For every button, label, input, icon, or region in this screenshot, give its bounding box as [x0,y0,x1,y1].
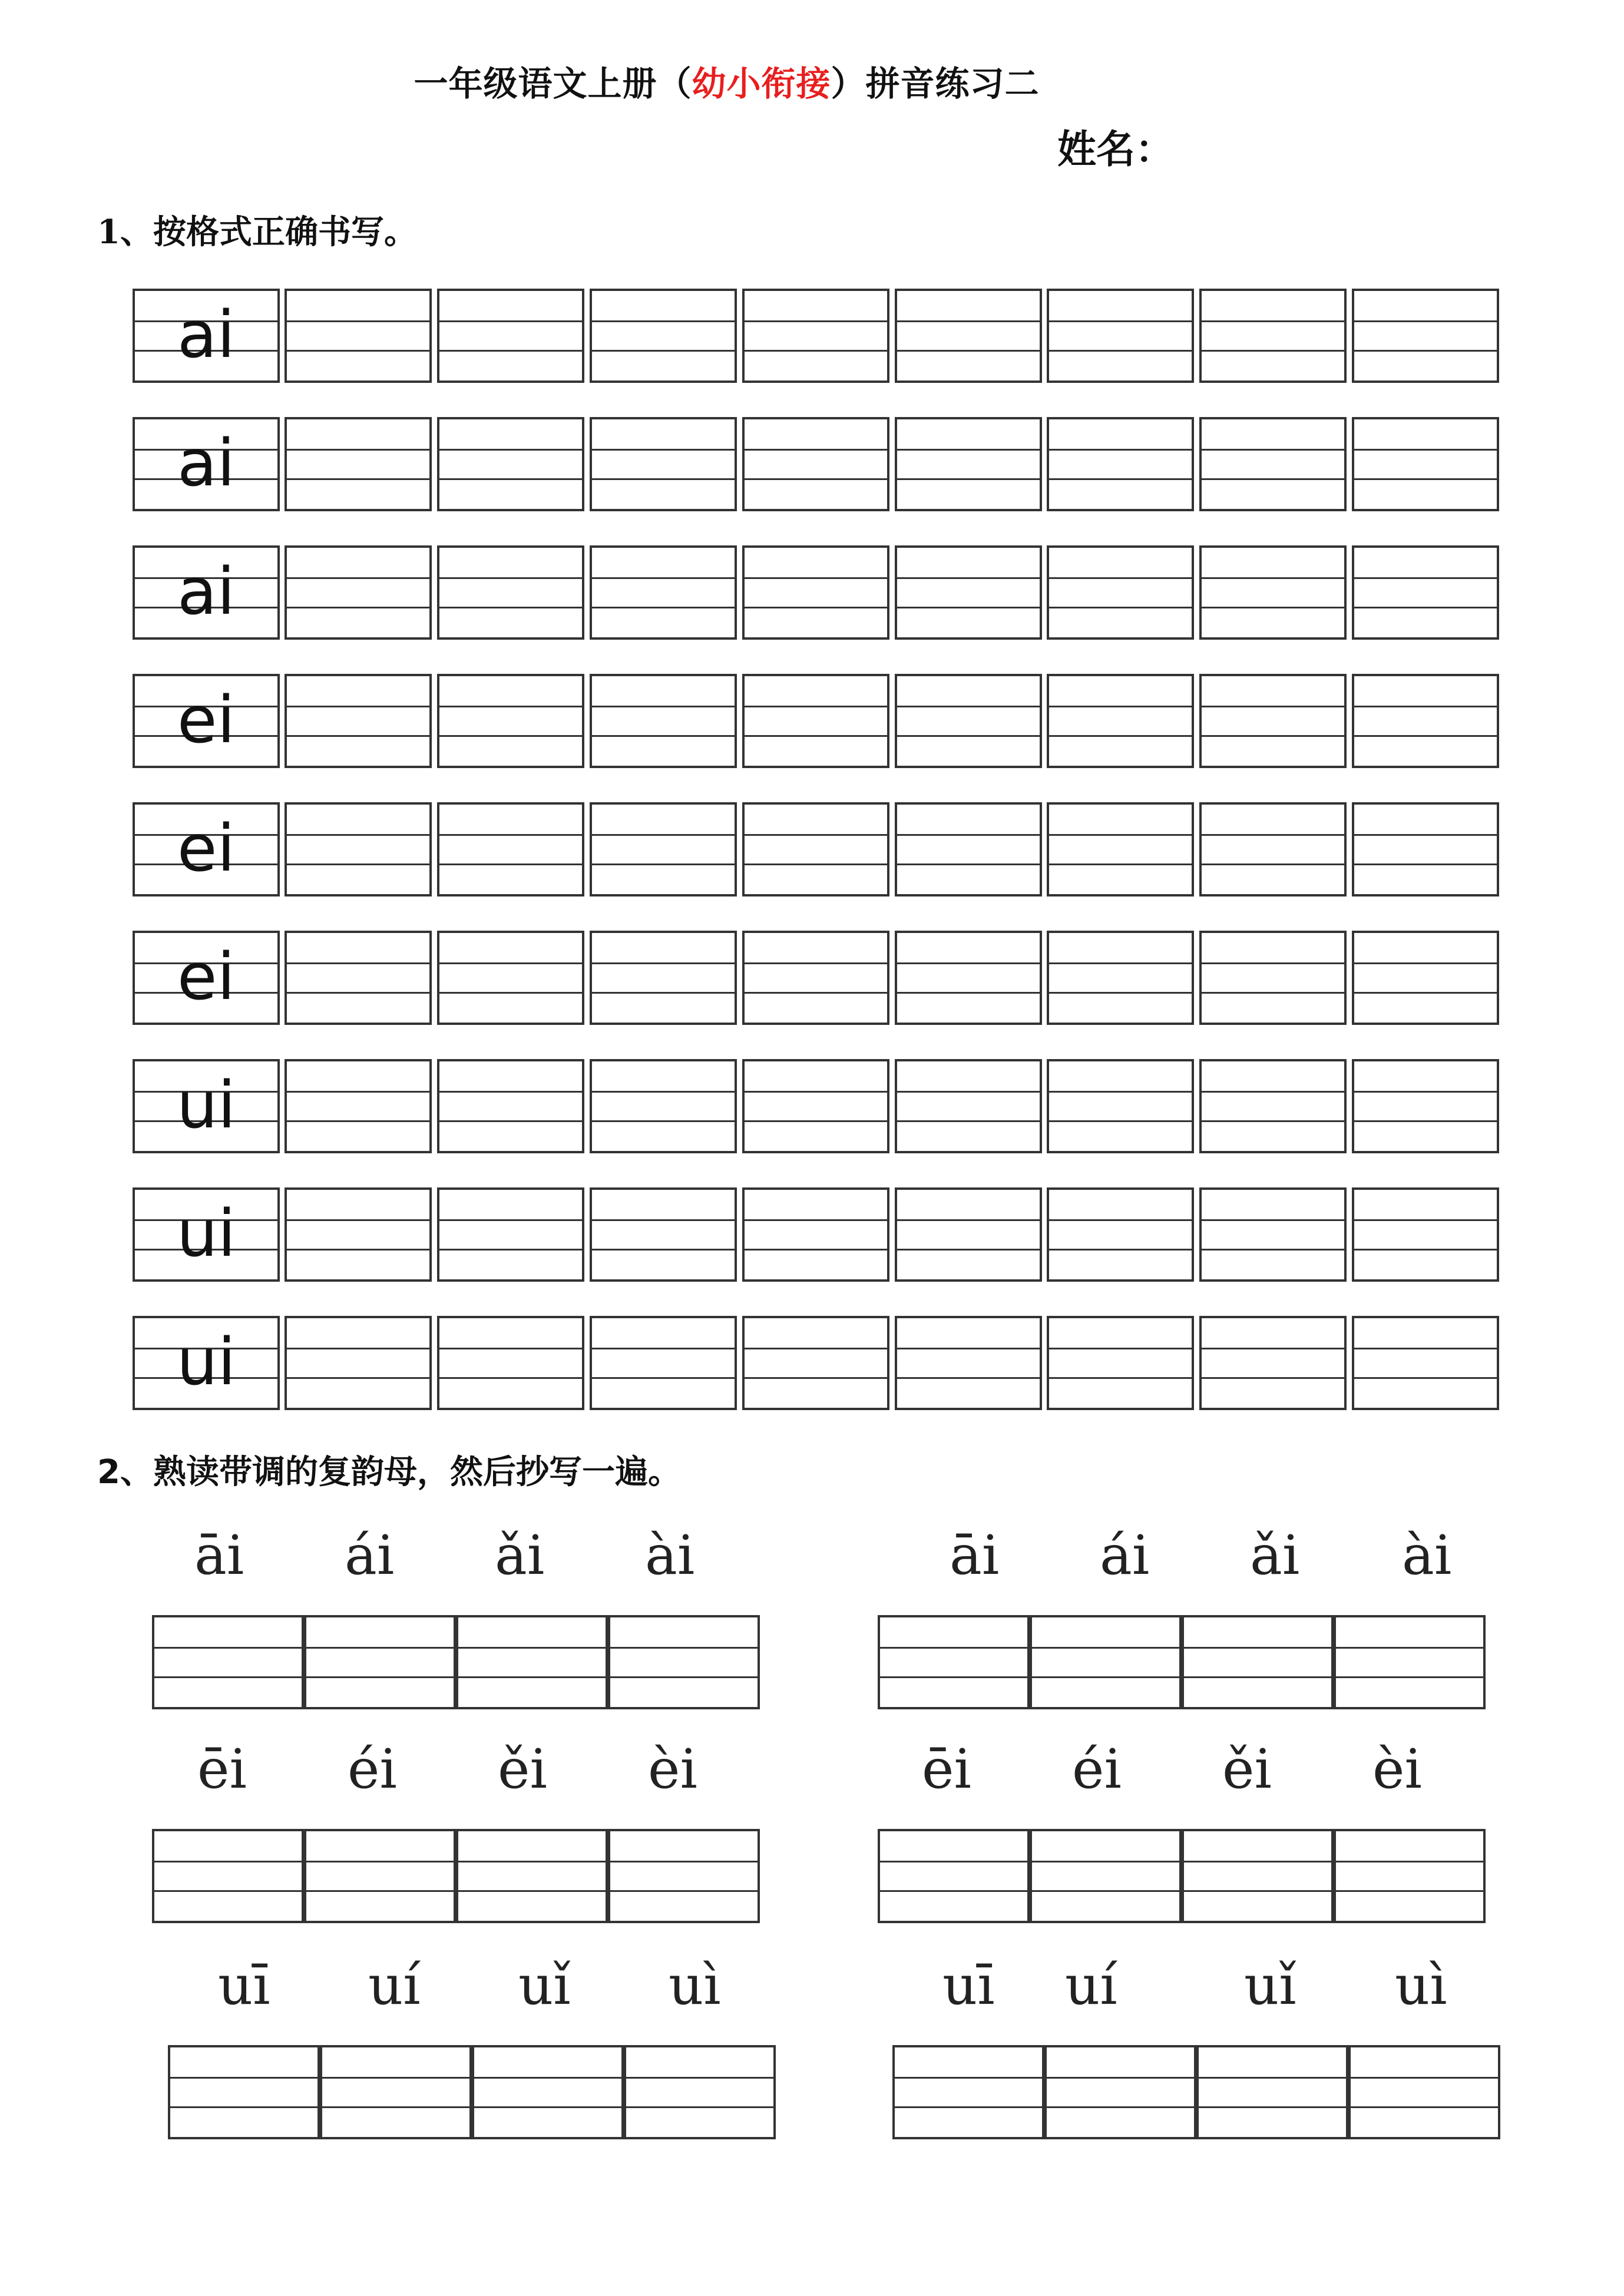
practice-cell[interactable] [742,1187,889,1282]
practice-cell[interactable] [285,289,432,383]
practice-cell[interactable] [1352,1059,1499,1153]
practice-cell[interactable] [285,802,432,896]
practice-cell[interactable] [1352,931,1499,1025]
copy-practice-cell[interactable] [1030,1829,1182,1923]
copy-practice-cell[interactable] [304,1615,456,1709]
section2-title: 2、熟读带调的复韵母，然后抄写一遍。 [97,1453,681,1491]
practice-cell[interactable] [895,802,1042,896]
practice-cell[interactable] [1047,545,1194,640]
practice-cell[interactable] [742,802,889,896]
model-cell [133,417,280,511]
practice-cell[interactable] [590,674,737,768]
practice-cell[interactable] [437,545,584,640]
model-cell [133,545,280,640]
title-before: 一年级语文上册（ [414,64,692,104]
practice-cell[interactable] [895,674,1042,768]
title-highlight: 幼小衔接 [692,64,831,104]
practice-cell[interactable] [1199,1059,1347,1153]
practice-cell[interactable] [1199,1316,1347,1410]
tone-syllable-label: ài [1402,1524,1452,1587]
practice-cell[interactable] [1199,417,1347,511]
copy-practice-cell[interactable] [472,2045,624,2139]
practice-cell[interactable] [742,545,889,640]
copy-practice-cell[interactable] [608,1829,760,1923]
pinyin-model-label: ei [177,681,236,757]
practice-cell[interactable] [895,289,1042,383]
practice-cell[interactable] [285,1316,432,1410]
practice-cell[interactable] [590,289,737,383]
copy-practice-cell[interactable] [456,1829,608,1923]
tone-syllable-label: uì [669,1954,721,2017]
practice-cell[interactable] [285,1187,432,1282]
practice-cell[interactable] [1352,1316,1499,1410]
practice-cell[interactable] [437,1059,584,1153]
tone-syllable-label: ěi [498,1738,547,1801]
tone-syllable-label: uì [1395,1954,1447,2017]
tone-syllable-label: uí [1065,1954,1117,2017]
practice-cell[interactable] [1047,1316,1194,1410]
copy-practice-cell[interactable] [1334,1615,1486,1709]
copy-practice-cell[interactable] [1348,2045,1500,2139]
practice-cell[interactable] [437,931,584,1025]
pinyin-model-label: ai [177,553,235,629]
practice-cell[interactable] [285,545,432,640]
pinyin-model-label: ai [177,425,235,501]
copy-practice-cell[interactable] [1182,1829,1334,1923]
practice-cell[interactable] [437,289,584,383]
practice-cell[interactable] [895,1059,1042,1153]
practice-cell[interactable] [437,674,584,768]
tone-syllable-label: ǎi [1250,1524,1300,1587]
model-cell [133,802,280,896]
tone-syllable-label: uī [942,1954,995,2017]
tone-syllable-label: ǎi [495,1524,545,1587]
section1-title: 1、按格式正确书写。 [97,213,417,252]
practice-cell[interactable] [1047,931,1194,1025]
tone-syllable-label: ěi [1222,1738,1272,1801]
practice-cell[interactable] [590,417,737,511]
copy-practice-cell[interactable] [1196,2045,1348,2139]
practice-cell[interactable] [1047,674,1194,768]
practice-cell[interactable] [895,931,1042,1025]
tone-syllable-label: uǐ [1244,1954,1296,2017]
model-cell [133,674,280,768]
model-cell [133,1316,280,1410]
practice-cell[interactable] [742,417,889,511]
pinyin-model-label: ui [176,1195,236,1271]
practice-cell[interactable] [1199,289,1347,383]
practice-cell[interactable] [1047,802,1194,896]
copy-practice-cell[interactable] [1182,1615,1334,1709]
practice-cell[interactable] [1199,931,1347,1025]
practice-cell[interactable] [742,674,889,768]
practice-cell[interactable] [1352,1187,1499,1282]
practice-cell[interactable] [895,1316,1042,1410]
tone-syllable-label: ái [1100,1524,1150,1587]
tone-syllable-label: āi [194,1524,244,1587]
pinyin-model-label: ei [177,938,236,1014]
practice-cell[interactable] [590,1316,737,1410]
copy-practice-cell[interactable] [608,1615,760,1709]
tone-syllable-label: ēi [197,1738,247,1801]
copy-practice-cell[interactable] [320,2045,472,2139]
practice-cell[interactable] [1199,802,1347,896]
tone-syllable-label: èi [1372,1738,1422,1801]
model-cell [133,289,280,383]
copy-practice-cell[interactable] [878,1615,1030,1709]
practice-cell[interactable] [590,1187,737,1282]
practice-cell[interactable] [895,545,1042,640]
copy-practice-cell[interactable] [304,1829,456,1923]
practice-cell[interactable] [742,289,889,383]
tone-syllable-label: āi [950,1524,1000,1587]
title-after: ）拼音练习二 [831,64,1040,104]
practice-cell[interactable] [1352,802,1499,896]
practice-cell[interactable] [1047,1059,1194,1153]
copy-practice-cell[interactable] [152,1829,304,1923]
practice-cell[interactable] [1199,545,1347,640]
pinyin-model-label: ui [176,1067,236,1143]
copy-practice-cell[interactable] [624,2045,776,2139]
practice-cell[interactable] [1352,674,1499,768]
copy-practice-cell[interactable] [168,2045,320,2139]
practice-cell[interactable] [1199,674,1347,768]
practice-cell[interactable] [285,417,432,511]
name-label: 姓名： [1057,127,1174,172]
copy-practice-cell[interactable] [878,1829,1030,1923]
tone-syllable-label: éi [1072,1738,1122,1801]
model-cell [133,1059,280,1153]
tone-syllable-label: éi [348,1738,397,1801]
practice-cell[interactable] [437,802,584,896]
practice-cell[interactable] [1047,1187,1194,1282]
practice-cell[interactable] [895,417,1042,511]
copy-practice-cell[interactable] [1044,2045,1196,2139]
pinyin-model-label: ei [177,810,236,886]
practice-cell[interactable] [742,1059,889,1153]
practice-cell[interactable] [590,802,737,896]
pinyin-model-label: ui [176,1324,236,1400]
tone-syllable-label: ái [345,1524,395,1587]
practice-cell[interactable] [437,1316,584,1410]
practice-cell[interactable] [285,674,432,768]
tone-syllable-label: ài [645,1524,695,1587]
practice-cell[interactable] [1352,545,1499,640]
tone-syllable-label: ēi [922,1738,971,1801]
practice-cell[interactable] [437,417,584,511]
practice-cell[interactable] [1352,289,1499,383]
tone-syllable-label: uī [218,1954,270,2017]
tone-syllable-label: uí [368,1954,421,2017]
copy-practice-cell[interactable] [456,1615,608,1709]
practice-cell[interactable] [590,1059,737,1153]
copy-practice-cell[interactable] [892,2045,1044,2139]
copy-practice-cell[interactable] [152,1615,304,1709]
practice-cell[interactable] [742,1316,889,1410]
practice-cell[interactable] [1047,417,1194,511]
practice-cell[interactable] [1352,417,1499,511]
practice-cell[interactable] [285,1059,432,1153]
practice-cell[interactable] [1047,289,1194,383]
tone-syllable-label: uǐ [518,1954,571,2017]
tone-syllable-label: èi [648,1738,697,1801]
practice-cell[interactable] [437,1187,584,1282]
practice-cell[interactable] [742,931,889,1025]
model-cell [133,931,280,1025]
pinyin-model-label: ai [177,296,235,372]
copy-practice-cell[interactable] [1030,1615,1182,1709]
practice-cell[interactable] [590,545,737,640]
copy-practice-cell[interactable] [1334,1829,1486,1923]
practice-cell[interactable] [590,931,737,1025]
practice-cell[interactable] [1199,1187,1347,1282]
practice-cell[interactable] [895,1187,1042,1282]
model-cell [133,1187,280,1282]
practice-cell[interactable] [285,931,432,1025]
page-title [0,56,1539,105]
